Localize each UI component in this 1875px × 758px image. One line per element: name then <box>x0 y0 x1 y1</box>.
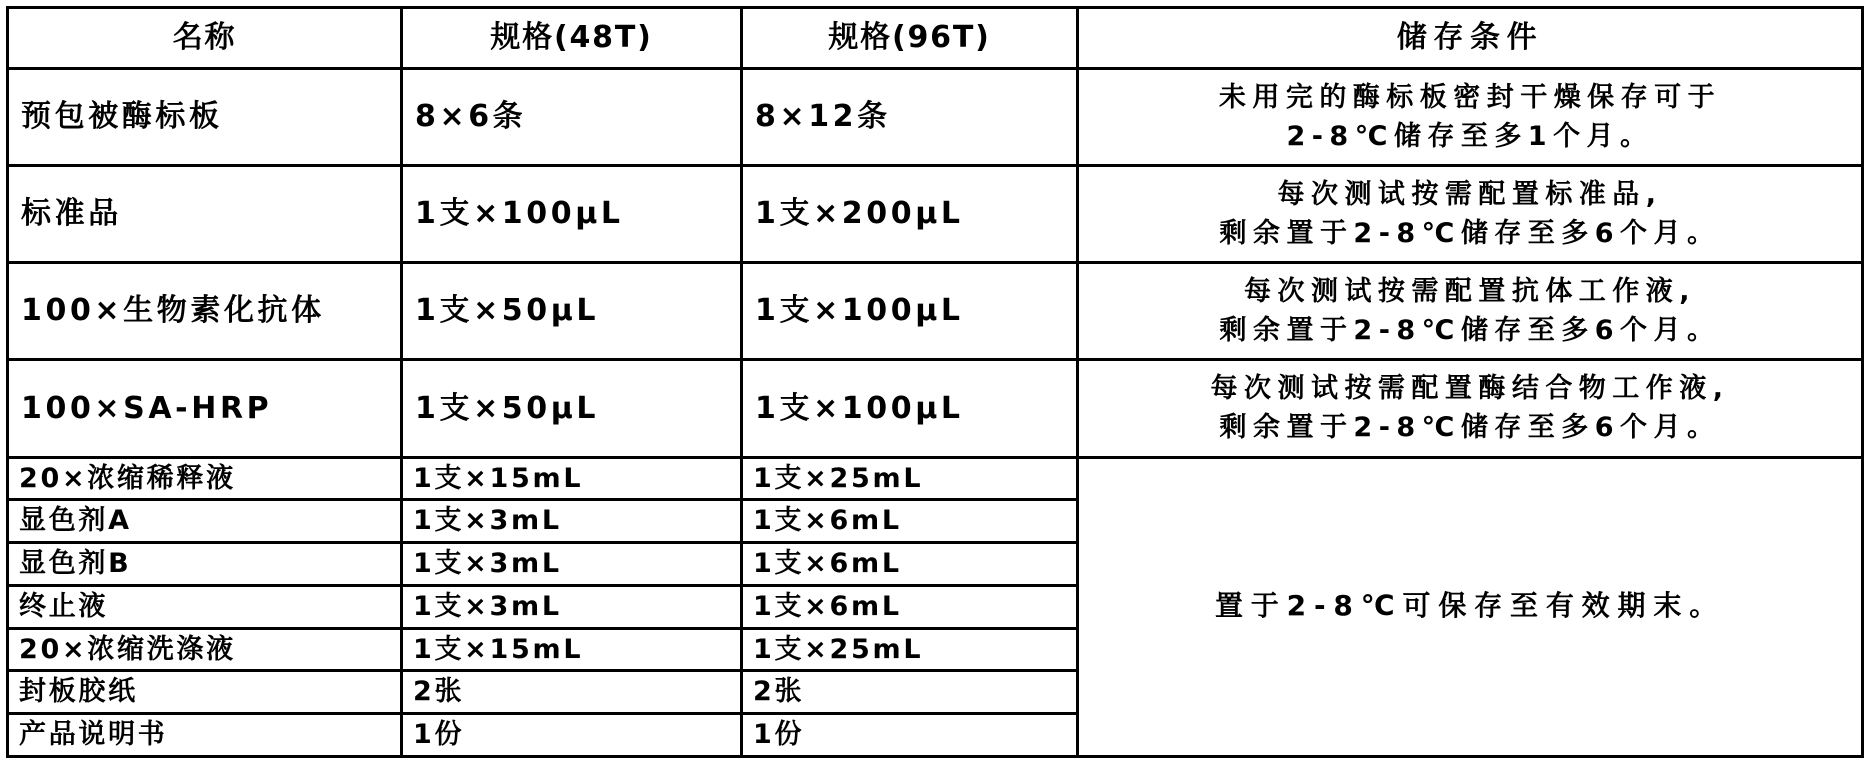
cell-spec-96t: 1支×6mL <box>742 500 1078 543</box>
cell-storage-merged: 置于2-8℃可保存至有效期末。 <box>1078 457 1863 756</box>
cell-component-name: 终止液 <box>8 585 402 628</box>
cell-spec-96t: 1份 <box>742 714 1078 757</box>
cell-storage <box>1078 263 1863 360</box>
storage-line-1: 每次测试按需配置标准品, <box>1277 178 1663 210</box>
cell-component-name: 产品说明书 <box>8 714 402 757</box>
table-header-row <box>8 8 1863 69</box>
cell-spec-96t: 1支×200μL <box>742 165 1078 262</box>
table-row <box>8 68 1863 165</box>
column-header-storage-conditions: 储存条件 <box>1078 8 1863 69</box>
cell-component-name: 标准品 <box>8 165 402 262</box>
storage-line-1: 每次测试按需配置抗体工作液, <box>1244 276 1696 308</box>
cell-component-name: 20×浓缩洗涤液 <box>8 628 402 671</box>
cell-storage <box>1078 165 1863 262</box>
cell-storage <box>1078 68 1863 165</box>
cell-spec-48t: 1份 <box>402 714 742 757</box>
cell-spec-96t: 1支×25mL <box>742 457 1078 500</box>
cell-spec-96t: 1支×100μL <box>742 263 1078 360</box>
storage-line-2: 剩余置于2-8℃储存至多6个月。 <box>1219 217 1721 249</box>
cell-spec-48t: 2张 <box>402 671 742 714</box>
cell-spec-48t: 1支×15mL <box>402 628 742 671</box>
cell-spec-48t: 1支×100μL <box>402 165 742 262</box>
cell-spec-96t: 1支×100μL <box>742 360 1078 457</box>
kit-components-table <box>6 6 1864 758</box>
column-header-spec-96t: 规格(96T) <box>742 8 1078 69</box>
cell-component-name: 100×生物素化抗体 <box>8 263 402 360</box>
cell-spec-48t: 1支×3mL <box>402 585 742 628</box>
storage-line-1: 未用完的酶标板密封干燥保存可于 <box>1218 81 1722 113</box>
cell-spec-48t: 1支×50μL <box>402 360 742 457</box>
cell-component-name: 预包被酶标板 <box>8 68 402 165</box>
cell-spec-48t: 8×6条 <box>402 68 742 165</box>
cell-spec-96t: 8×12条 <box>742 68 1078 165</box>
storage-line-2: 剩余置于2-8℃储存至多6个月。 <box>1219 315 1721 347</box>
storage-line-2: 剩余置于2-8℃储存至多6个月。 <box>1219 412 1721 444</box>
cell-spec-96t: 1支×6mL <box>742 543 1078 586</box>
cell-component-name: 显色剂B <box>8 543 402 586</box>
cell-spec-48t: 1支×3mL <box>402 500 742 543</box>
table-row <box>8 165 1863 262</box>
cell-spec-48t: 1支×50μL <box>402 263 742 360</box>
cell-spec-48t: 1支×15mL <box>402 457 742 500</box>
cell-component-name: 20×浓缩稀释液 <box>8 457 402 500</box>
cell-spec-96t: 1支×6mL <box>742 585 1078 628</box>
cell-spec-96t: 2张 <box>742 671 1078 714</box>
column-header-spec-48t: 规格(48T) <box>402 8 742 69</box>
table-row <box>8 263 1863 360</box>
cell-spec-48t: 1支×3mL <box>402 543 742 586</box>
cell-component-name: 封板胶纸 <box>8 671 402 714</box>
cell-component-name: 显色剂A <box>8 500 402 543</box>
storage-line-2: 2-8℃储存至多1个月。 <box>1286 120 1654 152</box>
cell-spec-96t: 1支×25mL <box>742 628 1078 671</box>
table-row <box>8 457 1863 500</box>
column-header-name: 名称 <box>8 8 402 69</box>
cell-component-name: 100×SA-HRP <box>8 360 402 457</box>
storage-line-1: 每次测试按需配置酶结合物工作液, <box>1210 373 1730 405</box>
table-row <box>8 360 1863 457</box>
cell-storage <box>1078 360 1863 457</box>
